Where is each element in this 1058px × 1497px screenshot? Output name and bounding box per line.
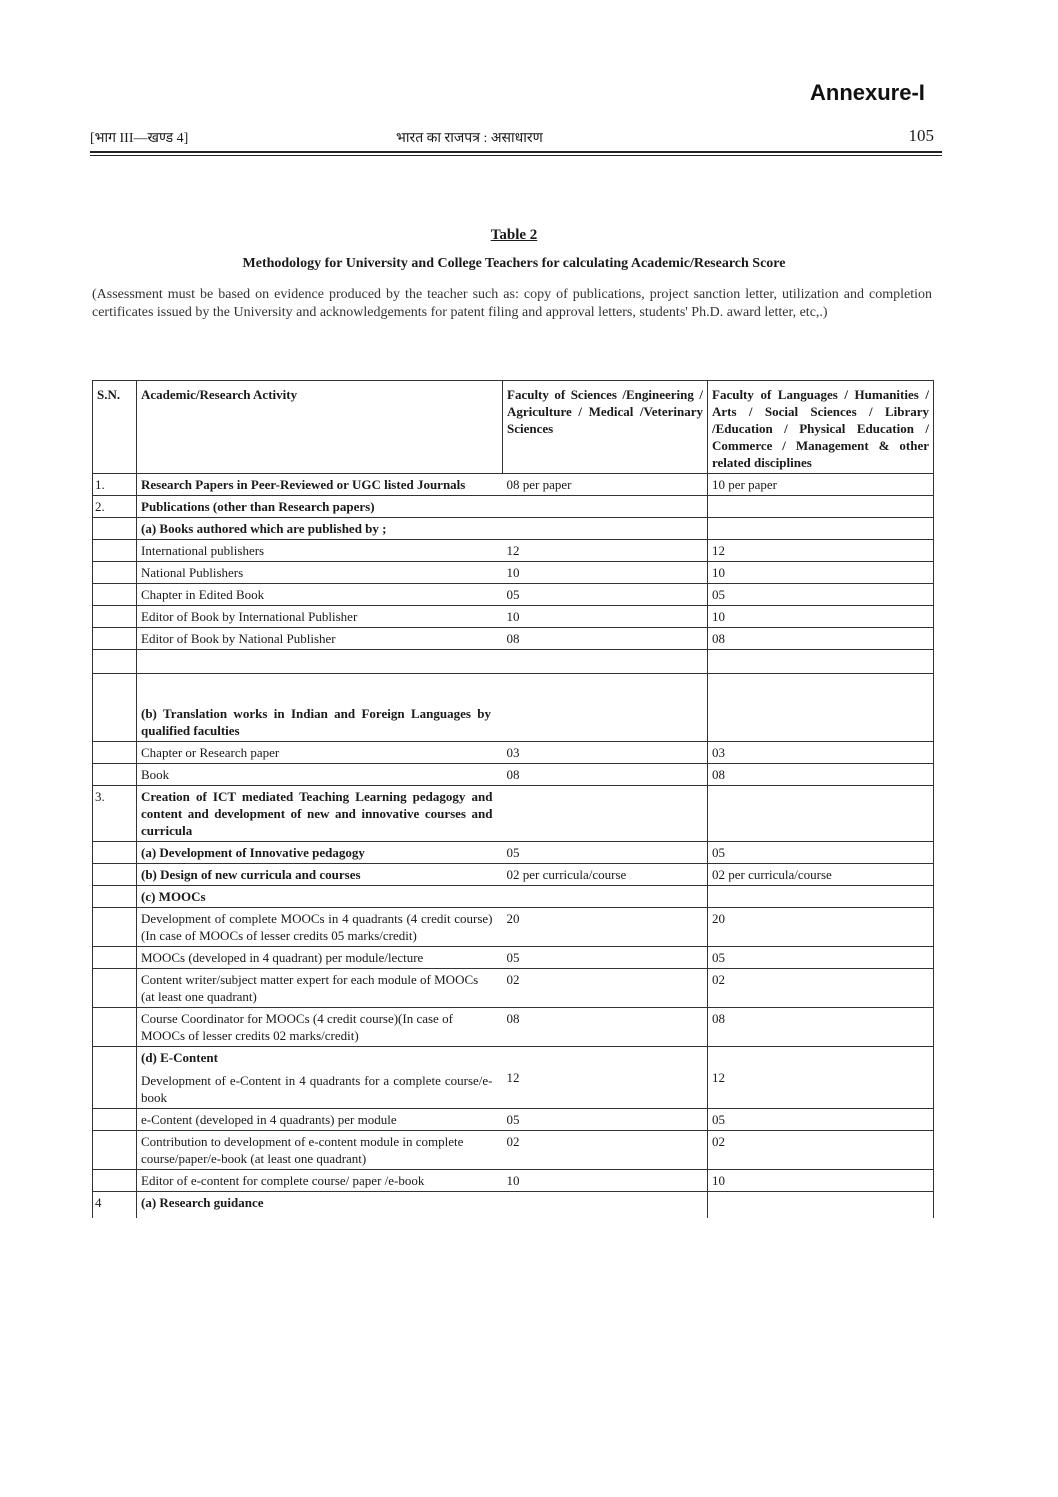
row-sciences-score: 05	[503, 584, 708, 606]
row-activity	[137, 1047, 503, 1109]
row-sn	[93, 886, 137, 908]
row-activity: Creation of ICT mediated Teaching Learning pedagogy and content and development of new and innovative courses and curricula	[137, 786, 503, 842]
header-sn: S.N.	[93, 381, 137, 474]
table-row	[93, 742, 934, 764]
row-activity: Editor of Book by International Publisher	[137, 606, 503, 628]
translation-heading: (b) Translation works in Indian and Foreign Languages by qualified faculties	[141, 706, 491, 738]
header-part-section: [भाग III—खण्ड 4]	[90, 131, 189, 146]
row-activity: Editor of e-content for complete course/ paper /e-book	[137, 1170, 503, 1192]
row-sn	[93, 864, 137, 886]
table-row	[93, 886, 934, 908]
row-sn	[93, 947, 137, 969]
header-activity: Academic/Research Activity	[137, 381, 503, 474]
row-activity: (b) Design of new curricula and courses	[137, 864, 503, 886]
table-title: Methodology for University and College Teachers for calculating Academic/Research Score	[242, 256, 786, 271]
row-activity: Chapter or Research paper	[137, 742, 503, 764]
row-sn	[93, 1109, 137, 1131]
row-activity: Contribution to development of e-content module in complete course/paper/e-book (at least one quadrant)	[137, 1131, 503, 1170]
row-languages-score: 10	[708, 1170, 934, 1192]
row-sciences-score: 08 per paper	[503, 474, 708, 496]
row-activity: MOOCs (developed in 4 quadrant) per module/lecture	[137, 947, 503, 969]
row-languages-score	[708, 650, 934, 674]
row-languages-score	[708, 518, 934, 540]
row-sciences-score: 20	[503, 908, 708, 947]
row-languages-score: 20	[708, 908, 934, 947]
row-activity: Course Coordinator for MOOCs (4 credit course)(In case of MOOCs of lesser credits 02 marks/credit)	[137, 1008, 503, 1047]
table-row	[93, 764, 934, 786]
row-activity: Development of complete MOOCs in 4 quadrants (4 credit course)(In case of MOOCs of lesser credits 05 marks/credit)	[137, 908, 503, 947]
annexure-label: Annexure-I	[810, 80, 925, 105]
header-sciences: Faculty of Sciences /Engineering / Agriculture / Medical /Veterinary Sciences	[503, 381, 708, 474]
row-sciences-score: 08	[503, 764, 708, 786]
score-table	[92, 380, 934, 1218]
row-activity: (a) Development of Innovative pedagogy	[137, 842, 503, 864]
row-languages-score	[708, 674, 934, 742]
row-sciences-score	[503, 1192, 708, 1219]
table-row	[93, 1008, 934, 1047]
table-row	[93, 606, 934, 628]
row-sciences-score: 12	[503, 1047, 708, 1109]
row-sn	[93, 842, 137, 864]
row-languages-score: 12	[708, 1047, 934, 1109]
header-languages: Faculty of Languages / Humanities / Arts / Social Sciences / Library /Education / Physical Education / Commerce / Management & other related disciplines	[708, 381, 934, 474]
row-sciences-score: 02	[503, 1131, 708, 1170]
row-sciences-score	[503, 674, 708, 742]
row-sn: 3.	[93, 786, 137, 842]
row-sciences-score	[503, 496, 708, 518]
row-languages-score: 02 per curricula/course	[708, 864, 934, 886]
row-sn	[93, 650, 137, 674]
row-sciences-score: 05	[503, 947, 708, 969]
row-sciences-score	[503, 650, 708, 674]
row-activity	[137, 674, 503, 742]
row-languages-score	[708, 1192, 934, 1219]
row-activity: Content writer/subject matter expert for each module of MOOCs (at least one quadrant)	[137, 969, 503, 1008]
row-languages-score	[708, 886, 934, 908]
table-row	[93, 562, 934, 584]
row-languages-score: 05	[708, 947, 934, 969]
row-sciences-score: 03	[503, 742, 708, 764]
row-sciences-score: 02	[503, 969, 708, 1008]
table-row	[93, 842, 934, 864]
row-sn	[93, 674, 137, 742]
row-activity: Publications (other than Research papers)	[137, 496, 503, 518]
row-languages-score: 03	[708, 742, 934, 764]
row-activity: (a) Books authored which are published by ;	[137, 518, 503, 540]
row-languages-score: 08	[708, 764, 934, 786]
table-row	[93, 1047, 934, 1109]
row-sciences-score	[503, 786, 708, 842]
row-activity: Chapter in Edited Book	[137, 584, 503, 606]
table-row	[93, 908, 934, 947]
header-rule-thin	[90, 155, 942, 156]
row-sn	[93, 562, 137, 584]
row-languages-score: 08	[708, 628, 934, 650]
row-activity: Research Papers in Peer-Reviewed or UGC listed Journals	[137, 474, 503, 496]
table-row	[93, 1170, 934, 1192]
row-sciences-score: 10	[503, 606, 708, 628]
row-languages-score: 12	[708, 540, 934, 562]
row-languages-score: 02	[708, 969, 934, 1008]
table-row	[93, 969, 934, 1008]
running-header	[90, 128, 942, 146]
table-row	[93, 518, 934, 540]
row-sn	[93, 606, 137, 628]
table-row	[93, 1131, 934, 1170]
row-sciences-score: 12	[503, 540, 708, 562]
row-sn	[93, 969, 137, 1008]
row-activity: Editor of Book by National Publisher	[137, 628, 503, 650]
row-sn	[93, 908, 137, 947]
table-row	[93, 674, 934, 742]
table-row	[93, 584, 934, 606]
row-sciences-score: 08	[503, 1008, 708, 1047]
row-languages-score	[708, 496, 934, 518]
row-sn	[93, 1131, 137, 1170]
row-activity: e-Content (developed in 4 quadrants) per module	[137, 1109, 503, 1131]
row-sciences-score: 10	[503, 1170, 708, 1192]
row-languages-score: 02	[708, 1131, 934, 1170]
row-sn: 1.	[93, 474, 137, 496]
row-activity: (a) Research guidance	[137, 1192, 503, 1219]
econtent-activity: Development of e-Content in 4 quadrants for a complete course/e-book	[141, 1073, 493, 1105]
row-sn	[93, 540, 137, 562]
row-sciences-score	[503, 518, 708, 540]
row-sciences-score: 02 per curricula/course	[503, 864, 708, 886]
row-activity: Book	[137, 764, 503, 786]
row-sn	[93, 628, 137, 650]
row-languages-score: 10 per paper	[708, 474, 934, 496]
row-sciences-score: 05	[503, 1109, 708, 1131]
row-sn: 4	[93, 1192, 137, 1219]
table-row	[93, 496, 934, 518]
row-sn: 2.	[93, 496, 137, 518]
row-languages-score: 05	[708, 842, 934, 864]
header-rule-thick	[90, 151, 942, 153]
row-languages-score: 10	[708, 562, 934, 584]
row-languages-score	[708, 786, 934, 842]
table-row-spacer	[93, 650, 934, 674]
header-gazette-name: भारत का राजपत्र : असाधारण	[396, 131, 543, 146]
row-activity: National Publishers	[137, 562, 503, 584]
table-row	[93, 864, 934, 886]
row-languages-score: 05	[708, 584, 934, 606]
row-sciences-score: 10	[503, 562, 708, 584]
table-row	[93, 1109, 934, 1131]
row-sciences-score: 08	[503, 628, 708, 650]
row-sn	[93, 742, 137, 764]
econtent-heading: (d) E-Content	[141, 1050, 218, 1065]
page-number: 105	[908, 126, 934, 145]
table-row	[93, 947, 934, 969]
table-row	[93, 628, 934, 650]
table-header-row	[93, 381, 934, 474]
assessment-note: (Assessment must be based on evidence produced by the teacher such as: copy of publications, project sanction letter, utilization and completion certificates issued by the University and acknowledgements for patent filing and approval letters, students' Ph.D. award letter, etc,.)	[92, 287, 932, 320]
row-languages-score: 05	[708, 1109, 934, 1131]
table-number: Table 2	[490, 227, 538, 243]
row-sciences-score	[503, 886, 708, 908]
row-sn	[93, 1047, 137, 1109]
table-row	[93, 540, 934, 562]
row-sn	[93, 1170, 137, 1192]
row-languages-score: 10	[708, 606, 934, 628]
row-activity	[137, 650, 503, 674]
table-row	[93, 474, 934, 496]
table-row	[93, 786, 934, 842]
row-languages-score: 08	[708, 1008, 934, 1047]
row-activity: (c) MOOCs	[137, 886, 503, 908]
row-sn	[93, 764, 137, 786]
row-sn	[93, 584, 137, 606]
row-sn	[93, 518, 137, 540]
row-sn	[93, 1008, 137, 1047]
row-activity: International publishers	[137, 540, 503, 562]
row-sciences-score: 05	[503, 842, 708, 864]
table-row	[93, 1192, 934, 1219]
